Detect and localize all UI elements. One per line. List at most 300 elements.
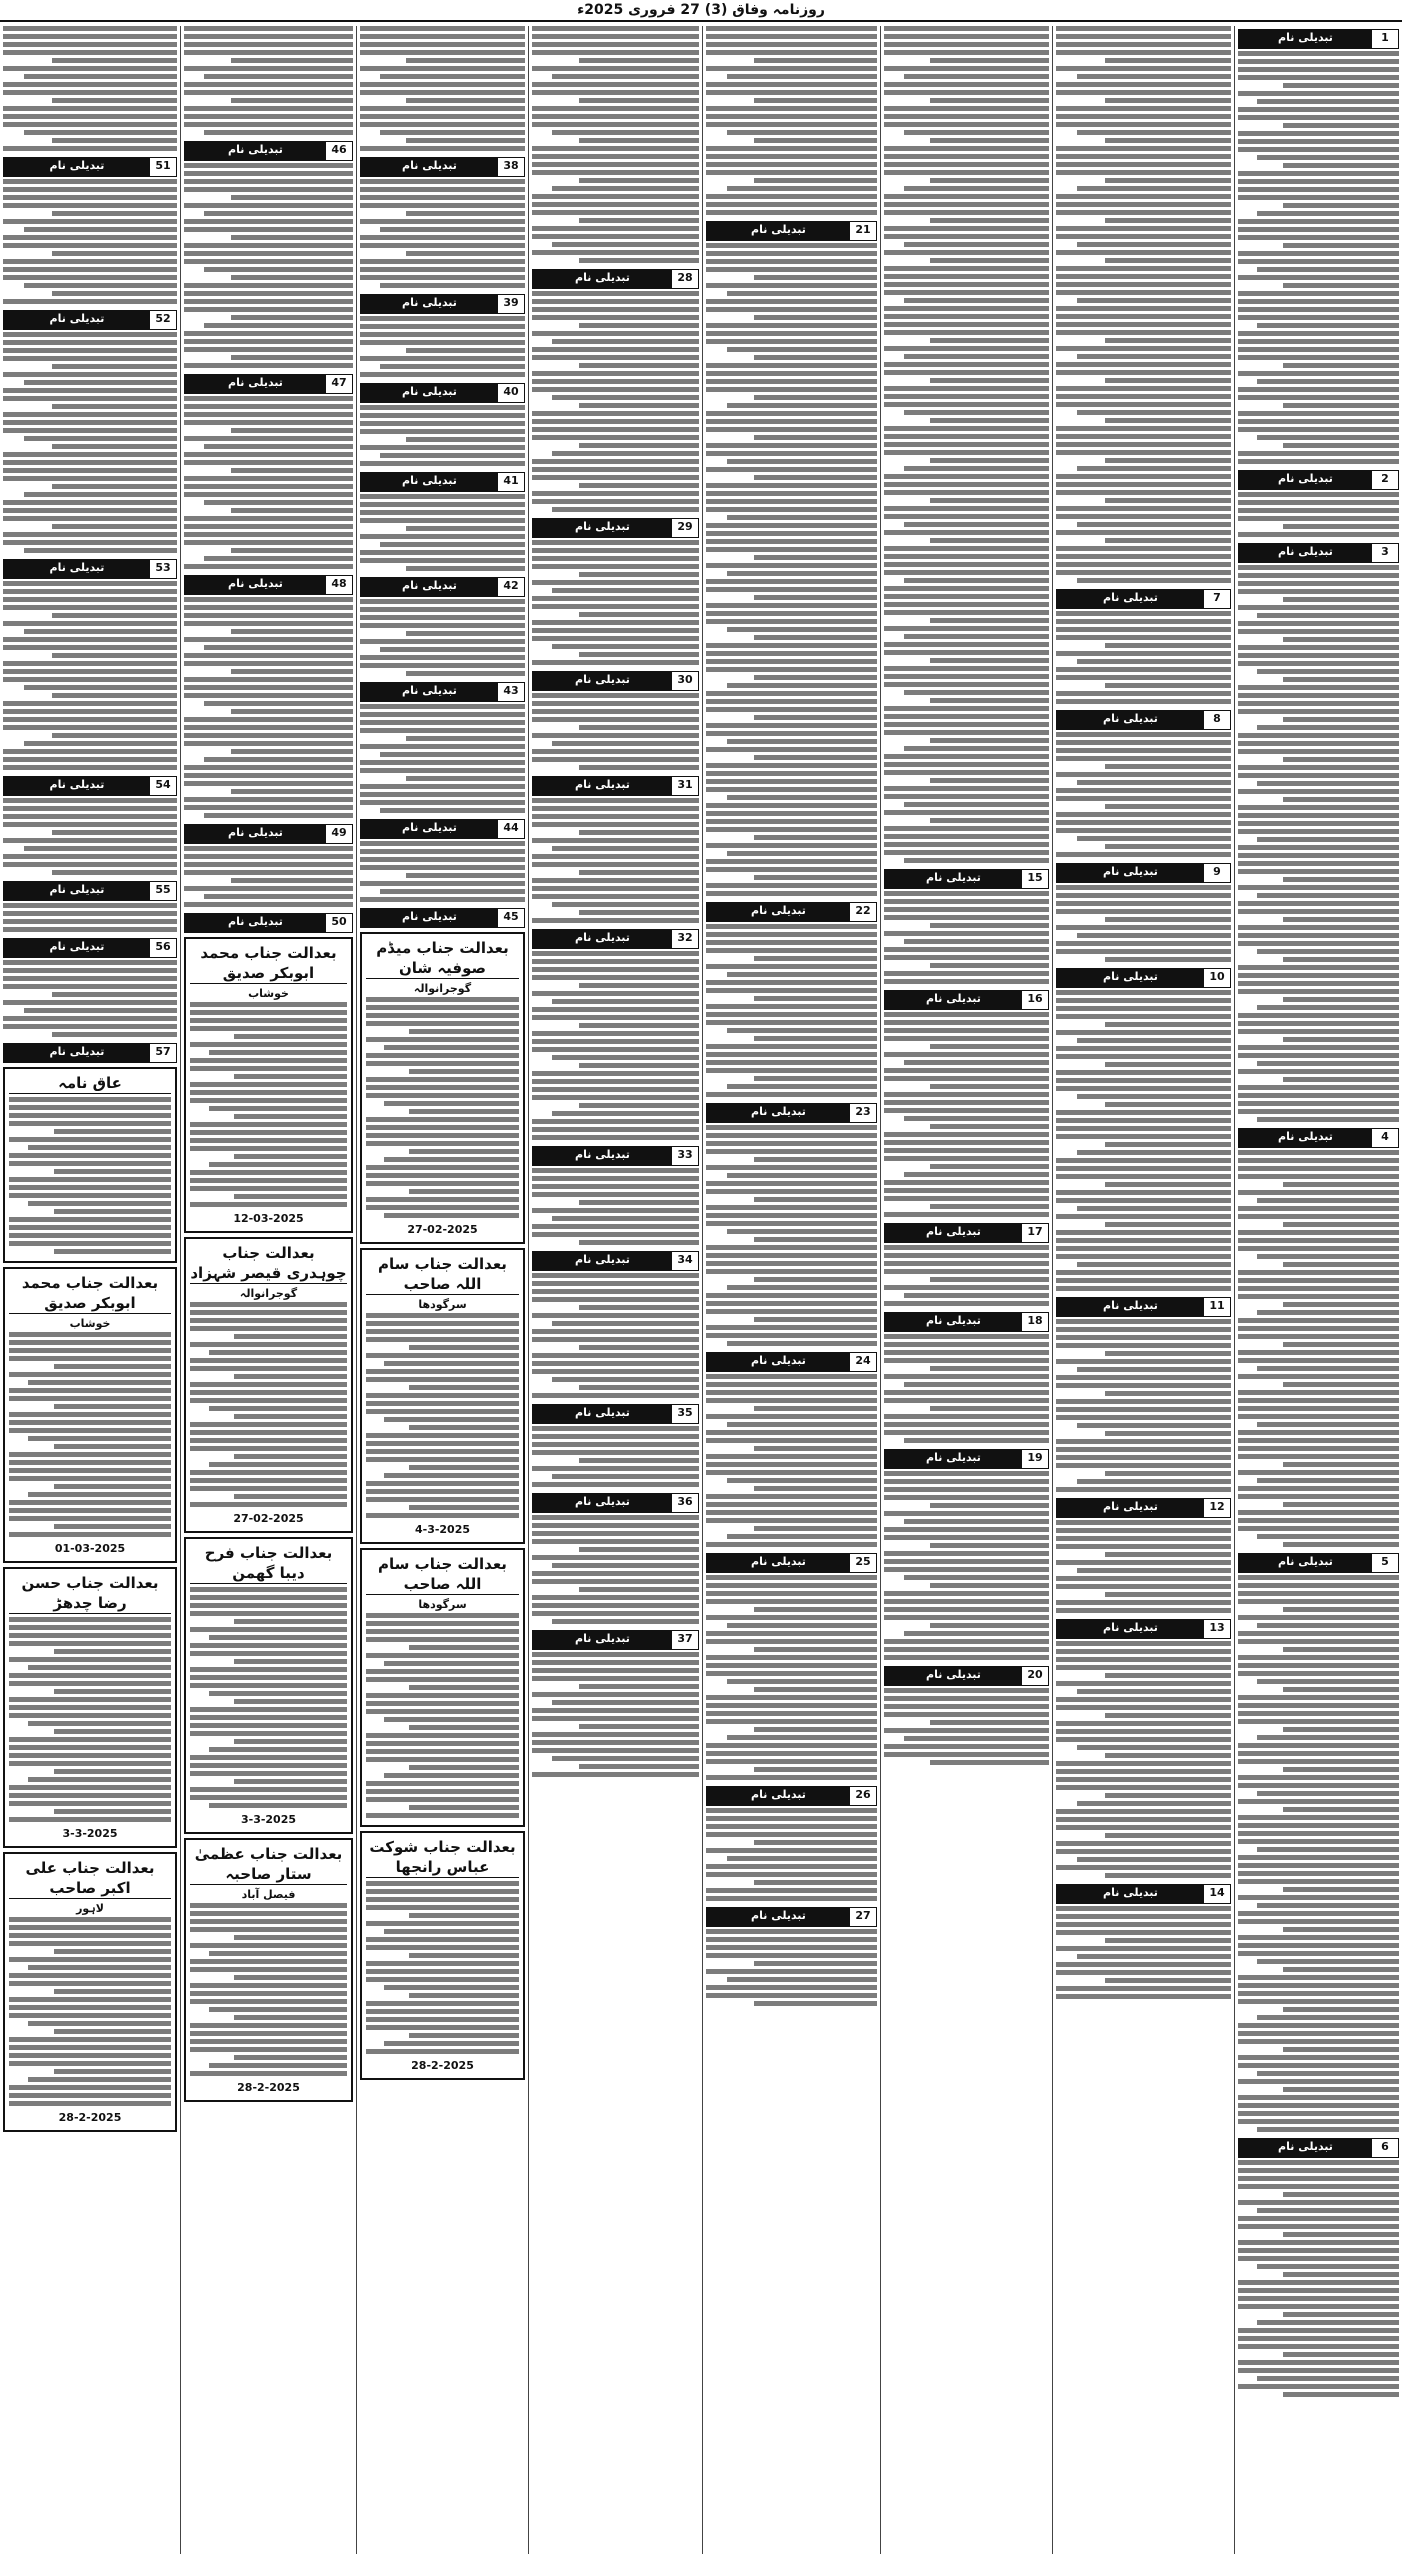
ad-body — [706, 1125, 877, 1349]
text-line — [884, 682, 1049, 687]
text-line — [3, 854, 177, 859]
text-line — [360, 356, 525, 361]
text-line — [204, 444, 353, 449]
ad-number: 15 — [1022, 870, 1048, 888]
text-line — [706, 1245, 877, 1250]
text-line — [884, 562, 1049, 567]
text-line — [706, 964, 877, 969]
text-line — [1056, 1769, 1231, 1774]
text-line — [706, 42, 877, 47]
text-line — [360, 599, 525, 604]
text-line — [1238, 1190, 1399, 1195]
text-line — [532, 1515, 699, 1520]
text-line — [884, 979, 1049, 984]
text-line — [904, 1060, 1049, 1065]
notice-body — [190, 1002, 347, 1210]
text-line — [1056, 434, 1231, 439]
text-line — [366, 1945, 519, 1950]
text-line — [884, 170, 1049, 175]
text-line — [727, 795, 877, 800]
text-line — [1238, 1494, 1399, 1499]
text-line — [360, 195, 525, 200]
text-line — [1238, 941, 1399, 946]
text-line — [1238, 1695, 1399, 1700]
text-line — [1238, 347, 1399, 352]
text-line — [532, 1539, 699, 1544]
text-line — [706, 323, 877, 328]
text-line — [1056, 796, 1231, 801]
text-line — [1238, 355, 1399, 360]
text-line — [1238, 1831, 1399, 1836]
text-line — [1238, 1053, 1399, 1058]
text-line — [1238, 1270, 1399, 1275]
text-line — [532, 854, 699, 859]
ad-body — [706, 1374, 877, 1550]
text-line — [904, 186, 1049, 191]
text-line — [706, 1759, 877, 1764]
text-line — [1056, 554, 1231, 559]
text-line — [360, 792, 525, 797]
text-line — [366, 2025, 519, 2030]
text-line — [706, 1872, 877, 1877]
text-line — [52, 404, 177, 409]
text-line — [9, 1476, 171, 1481]
text-line — [1238, 1286, 1399, 1291]
text-line — [366, 1441, 519, 1446]
ad-body — [1056, 990, 1231, 1294]
text-line — [706, 1494, 877, 1499]
text-line — [184, 516, 353, 521]
text-line — [1257, 1254, 1399, 1259]
text-line — [1056, 1729, 1231, 1734]
ad-label: تبدیلی نام — [707, 1353, 850, 1371]
text-line — [231, 468, 353, 473]
text-line — [532, 717, 699, 722]
text-line — [1283, 1967, 1399, 1972]
text-line — [1238, 853, 1399, 858]
text-line — [1283, 1302, 1399, 1307]
notice-title: بعدالت جناب فرح دیبا گھمن — [190, 1543, 347, 1584]
text-line — [190, 1967, 347, 1972]
text-line — [706, 371, 877, 376]
text-line — [930, 1503, 1049, 1508]
text-line — [1238, 2168, 1399, 2173]
text-line — [706, 691, 877, 696]
text-line — [366, 1897, 519, 1902]
text-line — [532, 1289, 699, 1294]
text-line — [727, 739, 877, 744]
text-line — [1238, 1751, 1399, 1756]
text-line — [884, 1269, 1049, 1274]
text-line — [1283, 1502, 1399, 1507]
text-line — [884, 1559, 1049, 1564]
text-line — [1105, 1713, 1231, 1718]
text-line — [1283, 1727, 1399, 1732]
text-line — [706, 331, 877, 336]
ad-number: 13 — [1204, 1620, 1230, 1638]
text-line — [380, 283, 525, 288]
text-line — [9, 1925, 171, 1930]
text-line — [884, 1639, 1049, 1644]
text-line — [884, 1350, 1049, 1355]
text-line — [184, 114, 353, 119]
text-line — [1238, 1951, 1399, 1956]
ad-14 — [1056, 1884, 1231, 1904]
text-line — [1238, 741, 1399, 746]
text-line — [884, 786, 1049, 791]
text-line — [884, 250, 1049, 255]
text-line — [1056, 1383, 1231, 1388]
notice-body — [9, 1617, 171, 1825]
text-line — [184, 363, 353, 368]
text-line — [360, 849, 525, 854]
text-line — [380, 542, 525, 547]
ad-label: تبدیلی نام — [533, 672, 672, 690]
text-line — [1257, 2320, 1399, 2325]
text-line — [184, 540, 353, 545]
text-line — [884, 514, 1049, 519]
text-line — [579, 1724, 699, 1729]
text-line — [884, 1696, 1049, 1701]
text-line — [231, 709, 353, 714]
text-line — [706, 1591, 877, 1596]
text-line — [366, 1757, 519, 1762]
text-line — [904, 858, 1049, 863]
ad-label: تبدیلی نام — [185, 375, 326, 393]
text-line — [1105, 804, 1231, 809]
text-line — [884, 594, 1049, 599]
text-line — [1238, 933, 1399, 938]
text-line — [1056, 26, 1231, 31]
text-line — [184, 733, 353, 738]
text-line — [884, 530, 1049, 535]
text-line — [1283, 1262, 1399, 1267]
ad-label: تبدیلی نام — [533, 1252, 672, 1270]
ad-number: 26 — [850, 1787, 876, 1805]
text-line — [706, 1888, 877, 1893]
text-line — [360, 259, 525, 264]
text-line — [706, 940, 877, 945]
text-line — [1238, 339, 1399, 344]
ad-body — [360, 841, 525, 905]
text-line — [1283, 1807, 1399, 1812]
text-line — [1238, 2360, 1399, 2365]
text-line — [706, 1824, 877, 1829]
text-line — [360, 50, 525, 55]
text-line — [884, 426, 1049, 431]
text-line — [409, 1345, 519, 1350]
text-line — [552, 999, 699, 1004]
text-line — [360, 623, 525, 628]
text-line — [532, 1668, 699, 1673]
text-line — [1238, 1358, 1399, 1363]
ad-52 — [3, 310, 177, 330]
text-line — [532, 459, 699, 464]
text-line — [3, 500, 177, 505]
text-line — [184, 605, 353, 610]
text-line — [1238, 411, 1399, 416]
text-line — [532, 1716, 699, 1721]
text-line — [579, 1103, 699, 1108]
notice-subtitle: لاہور — [76, 1902, 104, 1915]
text-line — [754, 435, 877, 440]
text-line — [884, 1607, 1049, 1612]
text-line — [366, 1077, 519, 1082]
text-line — [1056, 370, 1231, 375]
text-line — [1056, 1560, 1231, 1565]
ad-body — [884, 891, 1049, 987]
text-line — [3, 106, 177, 111]
text-line — [406, 211, 525, 216]
text-line — [706, 1703, 877, 1708]
ad-44 — [360, 819, 525, 839]
ad-number: 48 — [326, 576, 352, 594]
text-line — [1238, 532, 1399, 537]
text-line — [1056, 530, 1231, 535]
text-line — [904, 802, 1049, 807]
text-line — [1238, 1855, 1399, 1860]
text-line — [190, 1763, 347, 1768]
text-line — [366, 1881, 519, 1886]
text-line — [1238, 91, 1399, 96]
text-line — [532, 556, 699, 561]
ad-28 — [532, 269, 699, 289]
text-line — [209, 1747, 347, 1752]
text-line — [532, 331, 699, 336]
text-line — [884, 842, 1049, 847]
text-line — [579, 910, 699, 915]
text-line — [3, 814, 177, 819]
text-line — [532, 991, 699, 996]
text-line — [727, 1856, 877, 1861]
text-line — [1238, 813, 1399, 818]
text-line — [904, 466, 1049, 471]
text-line — [1257, 2015, 1399, 2020]
text-line — [706, 1575, 877, 1580]
text-line — [360, 857, 525, 862]
column-2 — [1052, 26, 1234, 2554]
text-line — [190, 1651, 347, 1656]
ad-body — [1056, 1319, 1231, 1495]
ad-37 — [532, 1630, 699, 1650]
ad-26 — [706, 1786, 877, 1806]
ad-body — [184, 26, 353, 138]
text-line — [1257, 613, 1399, 618]
ad-number: 22 — [850, 903, 876, 921]
text-line — [9, 1452, 171, 1457]
text-line — [1238, 1975, 1399, 1980]
ad-body — [360, 599, 525, 679]
notice-date: 4-3-2025 — [414, 1523, 471, 1536]
text-line — [706, 210, 877, 215]
text-line — [24, 130, 177, 135]
text-line — [9, 2037, 171, 2042]
text-line — [884, 1358, 1049, 1363]
text-line — [1238, 1029, 1399, 1034]
text-line — [231, 789, 353, 794]
text-line — [1238, 1101, 1399, 1106]
text-line — [190, 1130, 347, 1135]
text-line — [884, 915, 1049, 920]
text-line — [532, 838, 699, 843]
ad-label: تبدیلی نام — [1057, 969, 1204, 987]
text-line — [532, 1434, 699, 1439]
text-line — [184, 227, 353, 232]
text-line — [706, 787, 877, 792]
text-line — [1077, 354, 1231, 359]
text-line — [1056, 635, 1231, 640]
text-line — [9, 1761, 171, 1766]
ad-number: 44 — [498, 820, 524, 838]
text-line — [360, 332, 525, 337]
ad-label: تبدیلی نام — [533, 270, 672, 288]
text-line — [1283, 1887, 1399, 1892]
text-line — [706, 1189, 877, 1194]
text-line — [190, 1326, 347, 1331]
text-line — [9, 1372, 171, 1377]
text-line — [3, 468, 177, 473]
text-line — [532, 959, 699, 964]
text-line — [9, 1217, 171, 1222]
text-line — [1105, 1753, 1231, 1758]
text-line — [706, 1398, 877, 1403]
ad-label: تبدیلی نام — [1057, 1620, 1204, 1638]
text-line — [532, 299, 699, 304]
text-line — [1056, 1777, 1231, 1782]
text-line — [184, 854, 353, 859]
text-line — [706, 1454, 877, 1459]
text-line — [9, 1153, 171, 1158]
text-line — [231, 878, 353, 883]
text-line — [930, 1366, 1049, 1371]
text-line — [384, 1661, 519, 1666]
ad-number: 25 — [850, 1554, 876, 1572]
text-line — [884, 554, 1049, 559]
text-line — [1238, 1655, 1399, 1660]
text-line — [3, 187, 177, 192]
text-line — [1056, 1528, 1231, 1533]
text-line — [184, 291, 353, 296]
text-line — [1238, 1486, 1399, 1491]
notice-body — [190, 1587, 347, 1811]
text-line — [184, 741, 353, 746]
text-line — [1056, 1078, 1231, 1083]
ad-19 — [884, 1449, 1049, 1469]
text-line — [380, 130, 525, 135]
text-line — [1056, 482, 1231, 487]
text-line — [3, 82, 177, 87]
ad-number: 18 — [1022, 1313, 1048, 1331]
text-line — [1238, 733, 1399, 738]
text-line — [1056, 1006, 1231, 1011]
text-line — [184, 307, 353, 312]
text-line — [28, 1492, 171, 1497]
text-line — [706, 1502, 877, 1507]
text-line — [234, 2015, 347, 2020]
text-line — [204, 211, 353, 216]
text-line — [234, 1454, 347, 1459]
text-line — [366, 1613, 519, 1618]
text-line — [706, 106, 877, 111]
text-line — [532, 162, 699, 167]
text-line — [754, 835, 877, 840]
notice-title: بعدالت جناب چوہدری قیصر شہزاد — [190, 1244, 347, 1282]
ad-number: 11 — [1204, 1298, 1230, 1316]
text-line — [1077, 1745, 1231, 1750]
text-line — [54, 1989, 171, 1994]
text-line — [1238, 67, 1399, 72]
text-line — [366, 1005, 519, 1010]
text-line — [904, 1736, 1049, 1741]
text-line — [754, 1076, 877, 1081]
text-line — [579, 443, 699, 448]
text-line — [360, 405, 525, 410]
text-line — [727, 851, 877, 856]
notice-title: بعدالت جناب سام اللہ صاحب — [366, 1554, 519, 1595]
text-line — [1056, 1126, 1231, 1131]
text-line — [1105, 1022, 1231, 1027]
text-line — [532, 226, 699, 231]
ad-45 — [360, 908, 525, 928]
text-line — [1238, 1863, 1399, 1868]
court-notice — [360, 932, 525, 1244]
notice-title: بعدالت جناب علی اکبر صاحب — [9, 1858, 171, 1899]
text-line — [1056, 1600, 1231, 1605]
text-line — [532, 42, 699, 47]
notice-body — [366, 997, 519, 1221]
text-line — [754, 355, 877, 360]
text-line — [1056, 570, 1231, 575]
text-line — [360, 316, 525, 321]
text-line — [384, 1045, 519, 1050]
text-line — [360, 800, 525, 805]
ad-label: تبدیلی نام — [707, 1104, 850, 1122]
text-line — [3, 701, 177, 706]
text-line — [930, 58, 1049, 63]
ad-label: تبدیلی نام — [707, 222, 850, 240]
text-line — [184, 693, 353, 698]
text-line — [184, 524, 353, 529]
text-line — [884, 770, 1049, 775]
text-line — [9, 1428, 171, 1433]
text-line — [360, 445, 525, 450]
text-line — [1077, 836, 1231, 841]
text-line — [904, 746, 1049, 751]
text-line — [884, 810, 1049, 815]
text-line — [532, 1482, 699, 1487]
text-line — [190, 1342, 347, 1347]
text-line — [1238, 179, 1399, 184]
text-line — [706, 980, 877, 985]
text-line — [706, 34, 877, 39]
text-line — [3, 420, 177, 425]
text-line — [1283, 717, 1399, 722]
text-line — [1056, 386, 1231, 391]
text-line — [366, 1977, 519, 1982]
text-line — [234, 1935, 347, 1940]
text-line — [884, 1253, 1049, 1258]
column-6 — [356, 26, 528, 2554]
text-line — [884, 602, 1049, 607]
text-line — [552, 1377, 699, 1382]
text-line — [366, 1781, 519, 1786]
text-line — [3, 637, 177, 642]
text-line — [1056, 925, 1231, 930]
text-line — [706, 763, 877, 768]
text-line — [409, 1505, 519, 1510]
text-line — [209, 1951, 347, 1956]
text-line — [904, 74, 1049, 79]
